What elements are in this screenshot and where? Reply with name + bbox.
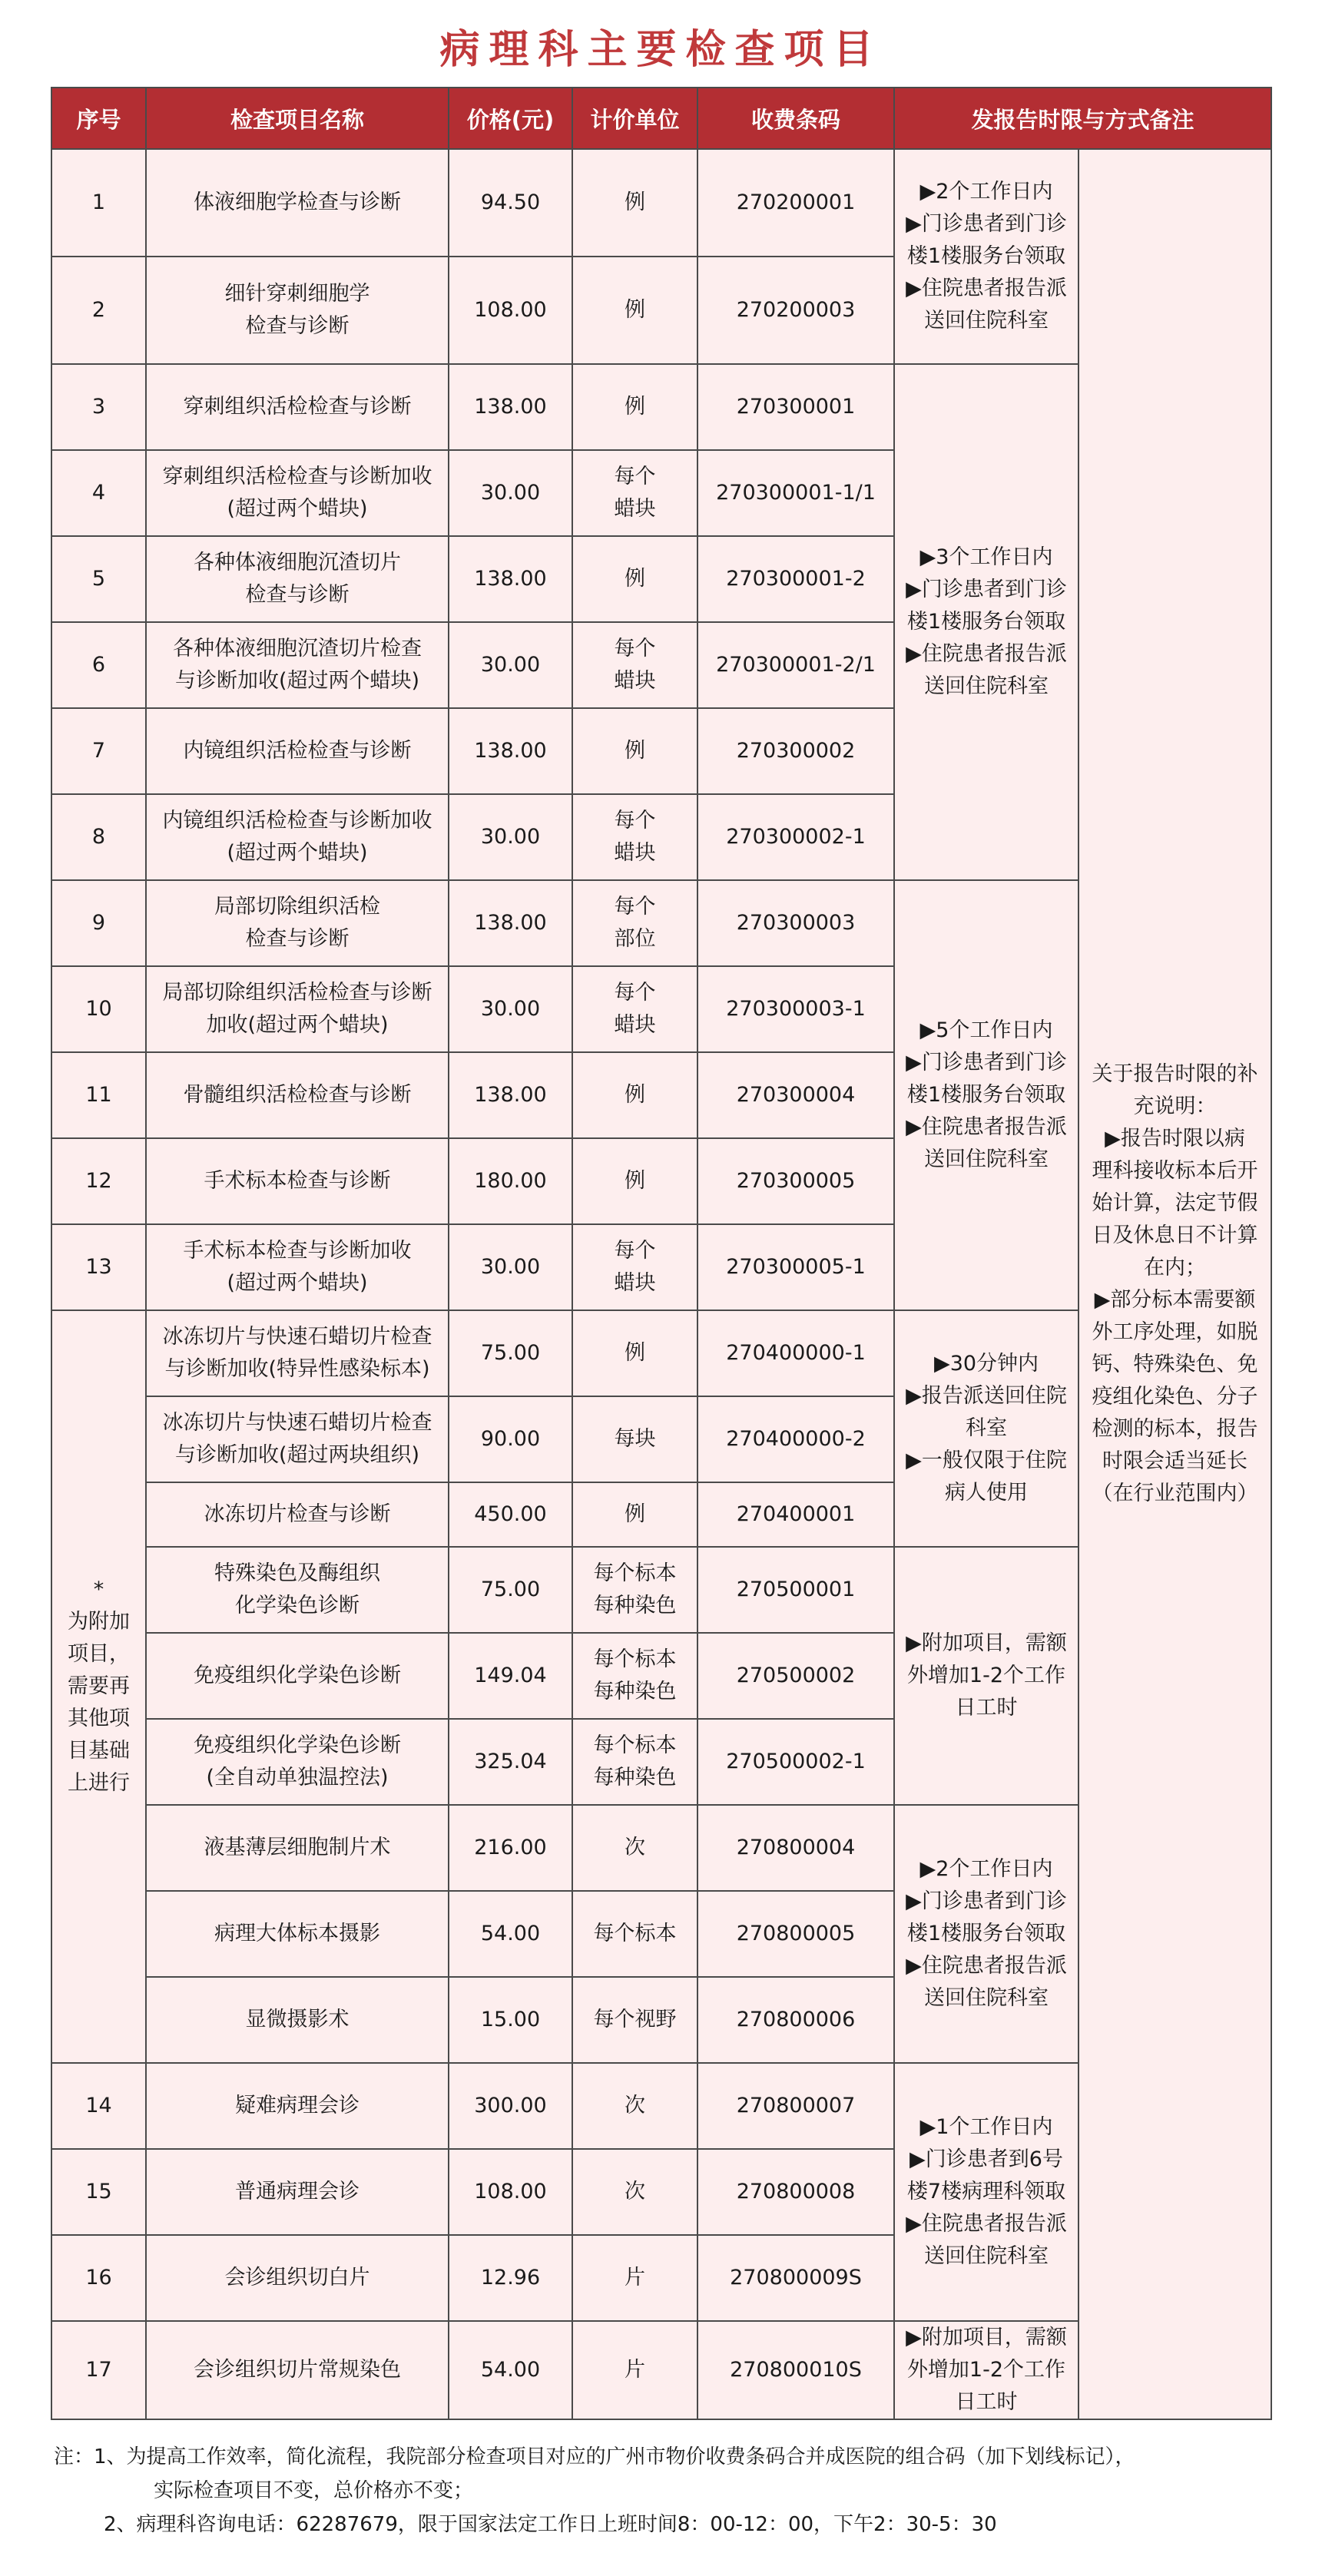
cell-code: 270300002 bbox=[697, 708, 894, 794]
cell-unit: 每个标本 每种染色 bbox=[572, 1547, 697, 1633]
cell-unit: 每个 蜡块 bbox=[572, 622, 697, 708]
cell-item-name: 普通病理会诊 bbox=[146, 2149, 449, 2235]
cell-seq: 7 bbox=[51, 708, 146, 794]
cell-price: 30.00 bbox=[449, 794, 572, 880]
cell-seq: 9 bbox=[51, 880, 146, 966]
cell-unit: 例 bbox=[572, 149, 697, 257]
cell-code: 270400001 bbox=[697, 1482, 894, 1547]
cell-unit: 片 bbox=[572, 2321, 697, 2419]
cell-price: 75.00 bbox=[449, 1547, 572, 1633]
cell-report-method: ▶2个工作日内 ▶门诊患者到门诊 楼1楼服务台领取 ▶住院患者报告派 送回住院科室 bbox=[894, 1805, 1078, 2063]
footnote bbox=[54, 2440, 1298, 2541]
cell-seq: 11 bbox=[51, 1052, 146, 1138]
cell-price: 450.00 bbox=[449, 1482, 572, 1547]
cell-code: 270800008 bbox=[697, 2149, 894, 2235]
cell-item-name: 细针穿刺细胞学 检查与诊断 bbox=[146, 257, 449, 364]
cell-code: 270300003-1 bbox=[697, 966, 894, 1052]
cell-price: 108.00 bbox=[449, 2149, 572, 2235]
footnote-line-1: 注：1、为提高工作效率，简化流程，我院部分检查项目对应的广州市物价收费条码合并成医院的组合码（加下划线标记）， bbox=[54, 2445, 1135, 2468]
cell-unit: 片 bbox=[572, 2235, 697, 2321]
cell-price: 180.00 bbox=[449, 1138, 572, 1224]
cell-price: 30.00 bbox=[449, 1224, 572, 1310]
cell-unit: 每个 蜡块 bbox=[572, 1224, 697, 1310]
table-row bbox=[51, 149, 1271, 257]
cell-item-name: 穿刺组织活检检查与诊断 bbox=[146, 364, 449, 450]
cell-price: 138.00 bbox=[449, 364, 572, 450]
cell-price: 75.00 bbox=[449, 1310, 572, 1396]
cell-unit: 例 bbox=[572, 1052, 697, 1138]
cell-item-name: 显微摄影术 bbox=[146, 1977, 449, 2063]
cell-report-method: ▶5个工作日内 ▶门诊患者到门诊 楼1楼服务台领取 ▶住院患者报告派 送回住院科室 bbox=[894, 880, 1078, 1310]
cell-seq: 14 bbox=[51, 2063, 146, 2149]
cell-code: 270800006 bbox=[697, 1977, 894, 2063]
cell-seq: 1 bbox=[51, 149, 146, 257]
cell-seq: 12 bbox=[51, 1138, 146, 1224]
cell-code: 270300001-1/1 bbox=[697, 450, 894, 536]
cell-code: 270300005-1 bbox=[697, 1224, 894, 1310]
cell-unit: 例 bbox=[572, 1310, 697, 1396]
cell-item-name: 疑难病理会诊 bbox=[146, 2063, 449, 2149]
cell-code: 270400000-2 bbox=[697, 1396, 894, 1482]
cell-unit: 例 bbox=[572, 708, 697, 794]
cell-unit: 每个 蜡块 bbox=[572, 966, 697, 1052]
cell-item-name: 冰冻切片与快速石蜡切片检查 与诊断加收(特异性感染标本) bbox=[146, 1310, 449, 1396]
cell-unit: 次 bbox=[572, 2149, 697, 2235]
cell-unit: 例 bbox=[572, 257, 697, 364]
cell-code: 270400000-1 bbox=[697, 1310, 894, 1396]
cell-item-name: 手术标本检查与诊断加收 (超过两个蜡块) bbox=[146, 1224, 449, 1310]
cell-price: 12.96 bbox=[449, 2235, 572, 2321]
cell-item-name: 骨髓组织活检检查与诊断 bbox=[146, 1052, 449, 1138]
cell-item-name: 免疫组织化学染色诊断 (全自动单独温控法) bbox=[146, 1719, 449, 1805]
cell-unit: 每块 bbox=[572, 1396, 697, 1482]
header-price: 价格(元) bbox=[449, 88, 572, 149]
cell-price: 94.50 bbox=[449, 149, 572, 257]
footnote-line-3: 2、病理科咨询电话：62287679，限于国家法定工作日上班时间8：00-12：00，下午2：30-5：30 bbox=[104, 2513, 997, 2536]
cell-unit: 次 bbox=[572, 2063, 697, 2149]
cell-code: 270300001-2 bbox=[697, 536, 894, 622]
cell-seq: 8 bbox=[51, 794, 146, 880]
cell-price: 30.00 bbox=[449, 450, 572, 536]
header-unit: 计价单位 bbox=[572, 88, 697, 149]
cell-price: 149.04 bbox=[449, 1633, 572, 1719]
cell-item-name: 体液细胞学检查与诊断 bbox=[146, 149, 449, 257]
cell-price: 216.00 bbox=[449, 1805, 572, 1891]
cell-report-method: ▶3个工作日内 ▶门诊患者到门诊 楼1楼服务台领取 ▶住院患者报告派 送回住院科室 bbox=[894, 364, 1078, 880]
exam-items-table bbox=[51, 87, 1272, 2420]
cell-report-method: ▶附加项目，需额 外增加1-2个工作 日工时 bbox=[894, 2321, 1078, 2419]
cell-code: 270800010S bbox=[697, 2321, 894, 2419]
cell-seq: 16 bbox=[51, 2235, 146, 2321]
cell-item-name: 特殊染色及酶组织 化学染色诊断 bbox=[146, 1547, 449, 1633]
cell-seq: 17 bbox=[51, 2321, 146, 2419]
cell-price: 54.00 bbox=[449, 1891, 572, 1977]
cell-report-method: ▶2个工作日内 ▶门诊患者到门诊 楼1楼服务台领取 ▶住院患者报告派 送回住院科室 bbox=[894, 149, 1078, 364]
cell-item-name: 局部切除组织活检检查与诊断 加收(超过两个蜡块) bbox=[146, 966, 449, 1052]
header-item-name: 检查项目名称 bbox=[146, 88, 449, 149]
cell-unit: 例 bbox=[572, 364, 697, 450]
cell-item-name: 病理大体标本摄影 bbox=[146, 1891, 449, 1977]
cell-item-name: 会诊组织切白片 bbox=[146, 2235, 449, 2321]
header-seq: 序号 bbox=[51, 88, 146, 149]
cell-code: 270800007 bbox=[697, 2063, 894, 2149]
cell-unit: 每个标本 每种染色 bbox=[572, 1719, 697, 1805]
footnote-line-2: 实际检查项目不变，总价格亦不变； bbox=[154, 2479, 474, 2502]
cell-item-name: 穿刺组织活检检查与诊断加收 (超过两个蜡块) bbox=[146, 450, 449, 536]
cell-code: 270300001 bbox=[697, 364, 894, 450]
cell-seq: 13 bbox=[51, 1224, 146, 1310]
cell-code: 270500002-1 bbox=[697, 1719, 894, 1805]
cell-report-method: ▶附加项目，需额 外增加1-2个工作 日工时 bbox=[894, 1547, 1078, 1805]
report-general-note: 关于报告时限的补 充说明： ▶报告时限以病 理科接收标本后开 始计算，法定节假 日及休息日不计算 在内； ▶部分标本需要额 外工序处理，如脱 钙、特殊染色、免 疫组化染色、分子 检测的标本，报告 时限会适当延长 （在行业范围内） bbox=[1078, 149, 1271, 2419]
cell-price: 30.00 bbox=[449, 622, 572, 708]
cell-unit: 例 bbox=[572, 1138, 697, 1224]
cell-report-method: ▶1个工作日内 ▶门诊患者到6号 楼7楼病理科领取 ▶住院患者报告派 送回住院科室 bbox=[894, 2063, 1078, 2321]
cell-unit: 每个 蜡块 bbox=[572, 450, 697, 536]
cell-item-name: 内镜组织活检检查与诊断加收 (超过两个蜡块) bbox=[146, 794, 449, 880]
cell-price: 300.00 bbox=[449, 2063, 572, 2149]
table-header-row bbox=[51, 88, 1271, 149]
header-code: 收费条码 bbox=[697, 88, 894, 149]
cell-price: 108.00 bbox=[449, 257, 572, 364]
cell-code: 270200001 bbox=[697, 149, 894, 257]
cell-code: 270800009S bbox=[697, 2235, 894, 2321]
cell-code: 270200003 bbox=[697, 257, 894, 364]
cell-unit: 每个 蜡块 bbox=[572, 794, 697, 880]
cell-seq: 15 bbox=[51, 2149, 146, 2235]
cell-unit: 例 bbox=[572, 536, 697, 622]
cell-price: 30.00 bbox=[449, 966, 572, 1052]
cell-item-name: 手术标本检查与诊断 bbox=[146, 1138, 449, 1224]
cell-price: 138.00 bbox=[449, 708, 572, 794]
additional-items-note: * 为附加 项目， 需要再 其他项 目基础 上进行 bbox=[51, 1310, 146, 2063]
cell-code: 270300001-2/1 bbox=[697, 622, 894, 708]
cell-price: 54.00 bbox=[449, 2321, 572, 2419]
cell-unit: 例 bbox=[572, 1482, 697, 1547]
cell-price: 138.00 bbox=[449, 880, 572, 966]
cell-item-name: 会诊组织切片常规染色 bbox=[146, 2321, 449, 2419]
cell-code: 270300005 bbox=[697, 1138, 894, 1224]
cell-code: 270500001 bbox=[697, 1547, 894, 1633]
cell-unit: 次 bbox=[572, 1805, 697, 1891]
cell-price: 138.00 bbox=[449, 1052, 572, 1138]
cell-seq: 4 bbox=[51, 450, 146, 536]
cell-unit: 每个 部位 bbox=[572, 880, 697, 966]
cell-code: 270300004 bbox=[697, 1052, 894, 1138]
cell-price: 15.00 bbox=[449, 1977, 572, 2063]
cell-report-method: ▶30分钟内 ▶报告派送回住院 科室 ▶一般仅限于住院 病人使用 bbox=[894, 1310, 1078, 1547]
cell-price: 325.04 bbox=[449, 1719, 572, 1805]
cell-price: 138.00 bbox=[449, 536, 572, 622]
cell-seq: 2 bbox=[51, 257, 146, 364]
page-title: 病理科主要检查项目 bbox=[439, 27, 883, 73]
cell-item-name: 液基薄层细胞制片术 bbox=[146, 1805, 449, 1891]
cell-unit: 每个视野 bbox=[572, 1977, 697, 2063]
cell-item-name: 冰冻切片检查与诊断 bbox=[146, 1482, 449, 1547]
cell-code: 270300003 bbox=[697, 880, 894, 966]
header-report: 发报告时限与方式备注 bbox=[894, 88, 1271, 149]
cell-code: 270300002-1 bbox=[697, 794, 894, 880]
cell-unit: 每个标本 每种染色 bbox=[572, 1633, 697, 1719]
cell-code: 270800004 bbox=[697, 1805, 894, 1891]
cell-item-name: 局部切除组织活检 检查与诊断 bbox=[146, 880, 449, 966]
cell-code: 270500002 bbox=[697, 1633, 894, 1719]
cell-item-name: 冰冻切片与快速石蜡切片检查 与诊断加收(超过两块组织) bbox=[146, 1396, 449, 1482]
cell-item-name: 各种体液细胞沉渣切片 检查与诊断 bbox=[146, 536, 449, 622]
cell-item-name: 免疫组织化学染色诊断 bbox=[146, 1633, 449, 1719]
cell-unit: 每个标本 bbox=[572, 1891, 697, 1977]
cell-seq: 10 bbox=[51, 966, 146, 1052]
cell-code: 270800005 bbox=[697, 1891, 894, 1977]
cell-seq: 3 bbox=[51, 364, 146, 450]
cell-item-name: 各种体液细胞沉渣切片检查 与诊断加收(超过两个蜡块) bbox=[146, 622, 449, 708]
cell-seq: 6 bbox=[51, 622, 146, 708]
cell-item-name: 内镜组织活检检查与诊断 bbox=[146, 708, 449, 794]
cell-price: 90.00 bbox=[449, 1396, 572, 1482]
cell-seq: 5 bbox=[51, 536, 146, 622]
